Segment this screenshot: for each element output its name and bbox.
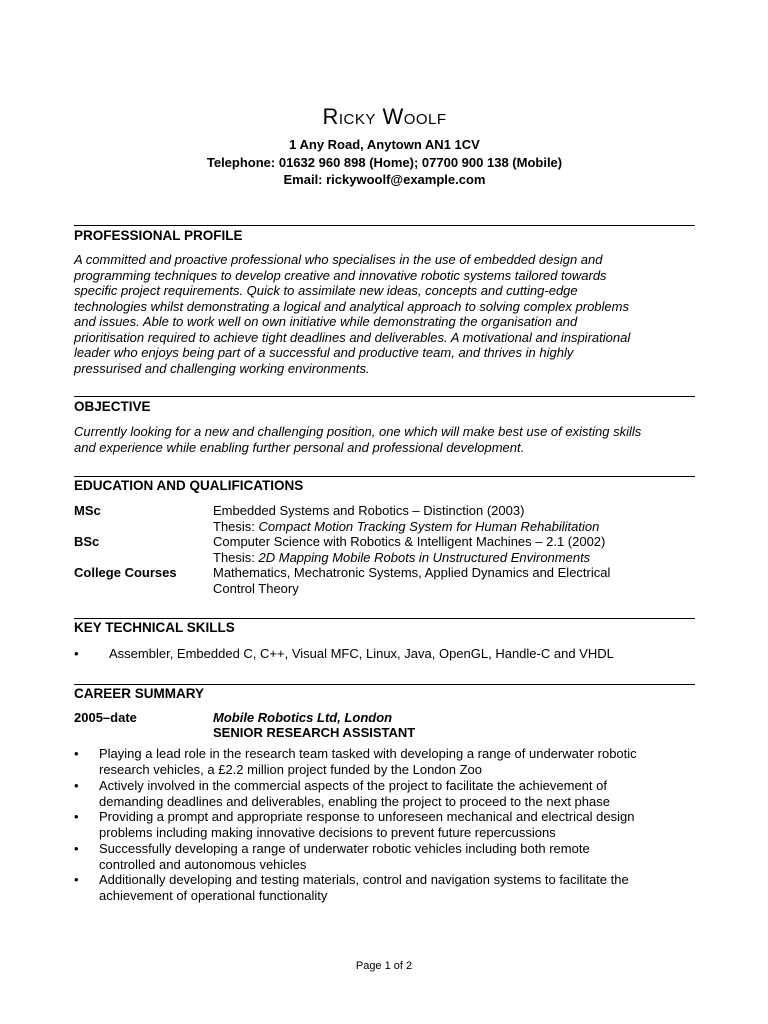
education-details: [213, 503, 695, 534]
education-thesis: [213, 550, 695, 566]
education-label: College Courses: [74, 565, 177, 580]
candidate-name: Ricky Woolf: [322, 104, 447, 129]
telephone: Telephone: 01632 960 898 (Home); 07700 900 138 (Mobile): [206, 155, 563, 170]
section-divider: [74, 396, 695, 397]
education-course: Control Theory: [213, 580, 299, 596]
career-bullet-text: [99, 746, 695, 777]
thesis-title: 2D Mapping Mobile Robots in Unstructured Environments: [258, 549, 591, 565]
bullet-icon: •: [74, 872, 79, 887]
profile-line: programming techniques to develop creative and innovative robotic systems tailored towards: [74, 267, 607, 283]
career-bullet-line: problems including making innovative decisions to prevent future repercussions: [99, 824, 556, 840]
career-bullet-line: Playing a lead role in the research team tasked with developing a range of underwater robotic: [99, 746, 637, 761]
section-divider: [74, 684, 695, 685]
profile-line: specific project requirements. Quick to assimilate new ideas, concepts and cutting-edge: [74, 283, 578, 298]
bullet-icon: •: [74, 809, 79, 824]
education-label: MSc: [74, 503, 101, 518]
profile-line: technologies whilst demonstrating a logical and analytical approach to solving complex problems: [74, 298, 629, 314]
career-bullet-line: Successfully developing a range of underwater robotic vehicles including both remote: [99, 841, 590, 856]
career-bullet-line: achievement of operational functionality: [99, 887, 328, 903]
education-details: [213, 534, 695, 565]
education-degree: Computer Science with Robotics & Intelligent Machines – 2.1 (2002): [213, 534, 606, 549]
career-date: 2005–date: [74, 710, 137, 725]
section-divider: [74, 225, 695, 226]
profile-text: [74, 252, 695, 376]
section-heading-career: CAREER SUMMARY: [74, 686, 205, 701]
career-bullet-line: demanding deadlines and deliverables, enabling the project to proceed to the next phase: [99, 793, 610, 809]
section-heading-objective: OBJECTIVE: [74, 399, 151, 414]
address: 1 Any Road, Anytown AN1 1CV: [289, 137, 480, 152]
career-bullet-line: controlled and autonomous vehicles: [99, 856, 307, 872]
section-divider: [74, 618, 695, 619]
section-divider: [74, 476, 695, 477]
thesis-prefix: Thesis:: [213, 518, 259, 534]
section-heading-education: EDUCATION AND QUALIFICATIONS: [74, 478, 304, 493]
profile-line: A committed and proactive professional who specialises in the use of embedded design and: [74, 252, 603, 267]
career-bullet-text: [99, 872, 695, 903]
education-label: BSc: [74, 534, 100, 549]
career-bullet-text: [99, 841, 695, 872]
education-degree: Embedded Systems and Robotics – Distinction (2003): [213, 503, 525, 518]
career-bullet-text: [99, 809, 695, 840]
profile-line: leader who enjoys being part of a successful and productive team, and thrives in highly: [74, 345, 574, 360]
bullet-icon: •: [74, 778, 79, 793]
profile-line: prioritisation required to achieve tight deadlines and deliverables. A motivational and inspirational: [74, 329, 631, 345]
skill-text: Assembler, Embedded C, C++, Visual MFC, Linux, Java, OpenGL, Handle-C and VHDL: [109, 646, 614, 661]
bullet-icon: •: [74, 841, 79, 856]
bullet-icon: •: [74, 746, 79, 761]
section-heading-skills: KEY TECHNICAL SKILLS: [74, 620, 235, 635]
career-employer: Mobile Robotics Ltd, London: [213, 710, 393, 725]
education-thesis: [213, 519, 695, 535]
career-bullet-line: Actively involved in the commercial aspects of the project to facilitate the achievement of: [99, 778, 607, 793]
page-number: Page 1 of 2: [355, 960, 413, 972]
career-bullet-line: Additionally developing and testing materials, control and navigation systems to facilitate the: [99, 872, 629, 887]
profile-line: pressurised and challenging working environments.: [74, 360, 370, 376]
objective-line: Currently looking for a new and challenging position, one which will make best use of existing skills: [74, 424, 642, 439]
education-course: Mathematics, Mechatronic Systems, Applied Dynamics and Electrical: [213, 565, 611, 580]
career-bullet-text: [99, 778, 695, 809]
career-bullet-line: research vehicles, a £2.2 million project funded by the London Zoo: [99, 761, 483, 777]
email: Email: rickywoolf@example.com: [283, 172, 486, 187]
career-bullet-line: Providing a prompt and appropriate response to unforeseen mechanical and electrical design: [99, 809, 635, 824]
career-job-title: SENIOR RESEARCH ASSISTANT: [213, 725, 416, 740]
objective-line: and experience while enabling further personal and professional development.: [74, 439, 525, 455]
profile-line: and issues. Able to work well on own initiative while demonstrating the organisation and: [74, 314, 578, 329]
thesis-title: Compact Motion Tracking System for Human Rehabilitation: [258, 518, 600, 534]
bullet-icon: •: [74, 646, 79, 661]
section-heading-profile: PROFESSIONAL PROFILE: [74, 228, 243, 243]
objective-text: [74, 424, 695, 455]
thesis-prefix: Thesis:: [213, 549, 259, 565]
education-details: [213, 565, 695, 596]
